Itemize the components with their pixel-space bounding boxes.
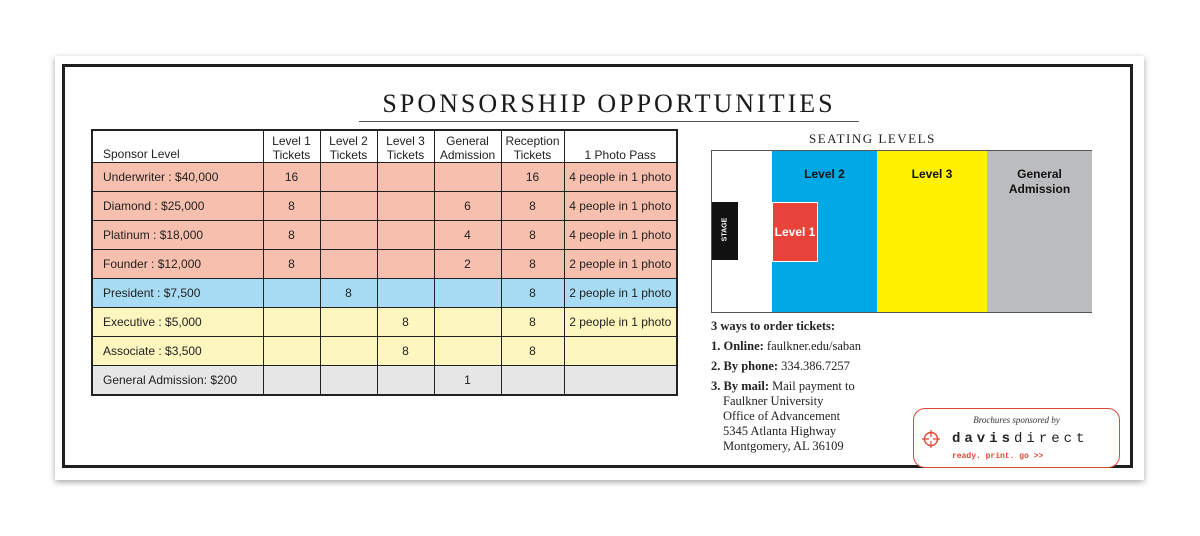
table-body bbox=[92, 163, 677, 396]
table-cell bbox=[377, 279, 434, 308]
header-line: Level 1 bbox=[272, 134, 311, 148]
phone-label: 2. By phone: bbox=[711, 359, 779, 373]
sponsor-name-part-1: davis bbox=[952, 431, 1015, 447]
stage-block bbox=[712, 202, 738, 260]
sponsor-level-cell: Underwriter : $40,000 bbox=[92, 163, 263, 192]
table-cell bbox=[377, 221, 434, 250]
table-row bbox=[92, 163, 677, 192]
sponsor-level-cell: Diamond : $25,000 bbox=[92, 192, 263, 221]
table-row bbox=[92, 279, 677, 308]
table-cell bbox=[434, 337, 501, 366]
mail-address bbox=[711, 394, 861, 454]
mail-label: 3. By mail: bbox=[711, 379, 769, 393]
column-header bbox=[263, 130, 320, 163]
table-cell bbox=[377, 163, 434, 192]
address-line: Office of Advancement bbox=[723, 409, 841, 423]
table-row bbox=[92, 221, 677, 250]
sponsor-badge bbox=[913, 408, 1120, 468]
table-row bbox=[92, 250, 677, 279]
sponsor-level-cell: President : $7,500 bbox=[92, 279, 263, 308]
table-cell bbox=[377, 250, 434, 279]
header-line: Tickets bbox=[329, 148, 368, 162]
seating-chart bbox=[711, 150, 1092, 313]
table-cell: 1 bbox=[434, 366, 501, 396]
table-cell: 4 people in 1 photo bbox=[564, 163, 677, 192]
column-header bbox=[501, 130, 564, 163]
level-2-label: Level 2 bbox=[804, 167, 845, 181]
table-cell: 8 bbox=[263, 250, 320, 279]
level-3-label: Level 3 bbox=[911, 167, 953, 181]
sponsor-label: Brochures sponsored by bbox=[973, 415, 1060, 425]
table-cell: 8 bbox=[501, 308, 564, 337]
table-cell bbox=[434, 163, 501, 192]
table-cell: 8 bbox=[263, 221, 320, 250]
online-link[interactable]: faulkner.edu/saban bbox=[766, 339, 861, 353]
general-admission-label bbox=[987, 167, 1092, 197]
sponsor-name-part-2: direct bbox=[1014, 431, 1089, 447]
table-cell: 8 bbox=[501, 279, 564, 308]
davis-crosshair-icon bbox=[922, 430, 940, 448]
address-line: Faulkner University bbox=[723, 394, 824, 408]
table-cell bbox=[320, 250, 377, 279]
table-cell: 2 people in 1 photo bbox=[564, 250, 677, 279]
table-cell bbox=[501, 366, 564, 396]
header-line: Tickets bbox=[272, 148, 311, 162]
sponsorship-table bbox=[91, 129, 678, 396]
column-header bbox=[320, 130, 377, 163]
table-cell: 8 bbox=[501, 221, 564, 250]
table-cell: 8 bbox=[263, 192, 320, 221]
sponsor-level-cell: Executive : $5,000 bbox=[92, 308, 263, 337]
column-header bbox=[377, 130, 434, 163]
general-admission-zone bbox=[987, 151, 1092, 312]
table-cell: 4 people in 1 photo bbox=[564, 221, 677, 250]
table-cell: 8 bbox=[320, 279, 377, 308]
header-sponsor-level bbox=[92, 130, 263, 163]
order-mail bbox=[711, 379, 861, 394]
general-admission-line-2: Admission bbox=[1008, 182, 1071, 196]
sponsor-level-cell: General Admission: $200 bbox=[92, 366, 263, 396]
table-row bbox=[92, 337, 677, 366]
address-line: Montgomery, AL 36109 bbox=[723, 439, 844, 453]
table-row bbox=[92, 192, 677, 221]
stage-label: STAGE bbox=[721, 217, 729, 242]
table-cell: 16 bbox=[501, 163, 564, 192]
title-underline bbox=[359, 121, 859, 122]
sponsor-tagline: ready. print. go >> bbox=[952, 452, 1044, 461]
address-line: 5345 Atlanta Highway bbox=[723, 424, 837, 438]
header-line: Level 2 bbox=[329, 134, 368, 148]
header-line: Tickets bbox=[386, 148, 425, 162]
online-label: 1. Online: bbox=[711, 339, 764, 353]
order-info bbox=[711, 319, 861, 454]
column-header bbox=[564, 130, 677, 163]
table-cell bbox=[377, 192, 434, 221]
header-line: Tickets bbox=[513, 148, 552, 162]
table-header-row bbox=[92, 130, 677, 163]
mail-text: Mail payment to bbox=[772, 379, 855, 393]
table-cell: 6 bbox=[434, 192, 501, 221]
header-line: General bbox=[446, 134, 489, 148]
order-online bbox=[711, 339, 861, 354]
table-cell bbox=[434, 308, 501, 337]
sponsor-name bbox=[952, 431, 1088, 447]
table-cell: 8 bbox=[377, 308, 434, 337]
table-cell: 8 bbox=[377, 337, 434, 366]
sponsor-level-cell: Associate : $3,500 bbox=[92, 337, 263, 366]
sponsor-level-cell: Platinum : $18,000 bbox=[92, 221, 263, 250]
table-cell bbox=[434, 279, 501, 308]
table-cell: 4 bbox=[434, 221, 501, 250]
header-line: Level 3 bbox=[386, 134, 425, 148]
table-row bbox=[92, 308, 677, 337]
table-cell: 2 people in 1 photo bbox=[564, 308, 677, 337]
phone-number[interactable]: 334.386.7257 bbox=[781, 359, 850, 373]
table-cell: 8 bbox=[501, 192, 564, 221]
table-cell bbox=[564, 337, 677, 366]
order-phone bbox=[711, 359, 861, 374]
table-cell bbox=[320, 192, 377, 221]
table-cell: 8 bbox=[501, 250, 564, 279]
table-cell bbox=[320, 221, 377, 250]
level-1-zone: Level 1 bbox=[772, 202, 818, 262]
brochure-card bbox=[55, 56, 1144, 480]
page-title: SPONSORSHIP OPPORTUNITIES bbox=[382, 89, 836, 118]
table-cell: 8 bbox=[501, 337, 564, 366]
table-cell: 2 people in 1 photo bbox=[564, 279, 677, 308]
header-line: Sponsor Level bbox=[103, 147, 180, 161]
table-cell bbox=[564, 366, 677, 396]
table-row bbox=[92, 366, 677, 396]
brochure-frame bbox=[62, 64, 1133, 468]
header-line: Reception bbox=[505, 134, 560, 148]
table-cell bbox=[320, 366, 377, 396]
table-cell bbox=[263, 337, 320, 366]
column-header bbox=[434, 130, 501, 163]
table-cell: 16 bbox=[263, 163, 320, 192]
level-3-zone bbox=[877, 151, 987, 312]
general-admission-line-1: General bbox=[1017, 167, 1062, 181]
order-heading: 3 ways to order tickets: bbox=[711, 319, 836, 333]
table-cell bbox=[263, 308, 320, 337]
table-cell bbox=[320, 308, 377, 337]
table-cell bbox=[263, 366, 320, 396]
table-cell: 4 people in 1 photo bbox=[564, 192, 677, 221]
sponsor-level-cell: Founder : $12,000 bbox=[92, 250, 263, 279]
table-cell: 2 bbox=[434, 250, 501, 279]
seating-title: SEATING LEVELS bbox=[809, 131, 936, 146]
table-cell bbox=[320, 337, 377, 366]
header-line: Admission bbox=[439, 148, 496, 162]
table-cell bbox=[320, 163, 377, 192]
table-cell bbox=[377, 366, 434, 396]
header-line: 1 Photo Pass bbox=[584, 148, 656, 162]
table-cell bbox=[263, 279, 320, 308]
